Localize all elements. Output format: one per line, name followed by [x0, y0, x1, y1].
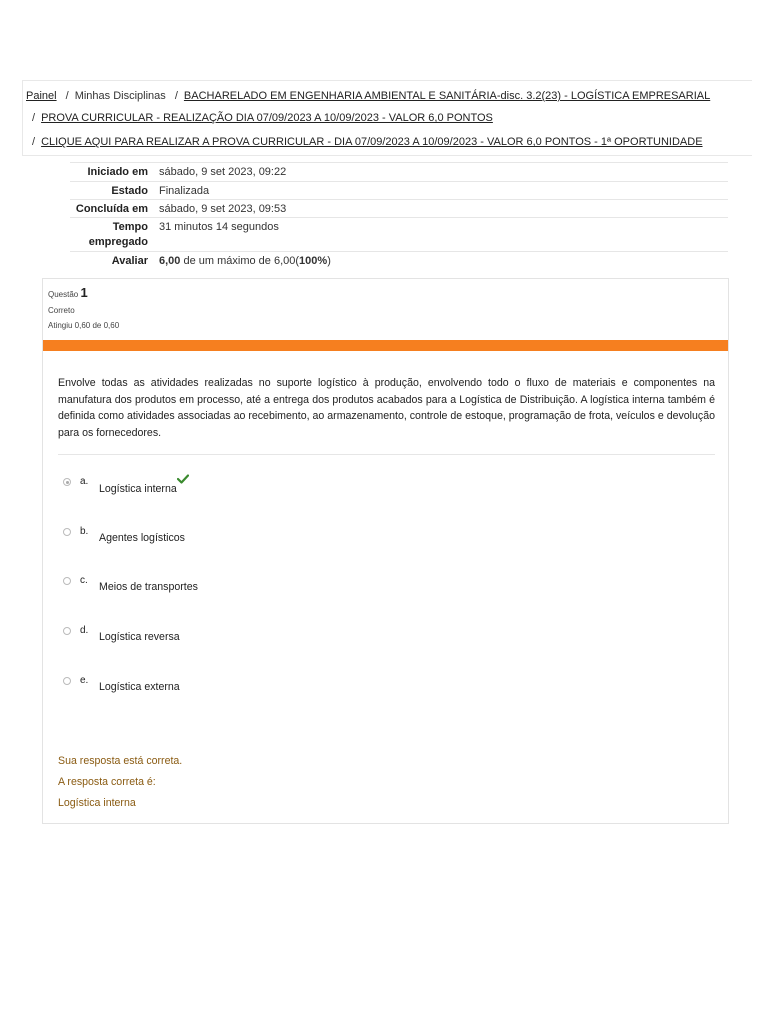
- option-text: Meios de transportes: [99, 581, 198, 593]
- question-number: 1: [80, 285, 88, 300]
- option-letter: a.: [80, 476, 89, 487]
- question-card: [42, 278, 729, 824]
- option-text: Agentes logísticos: [99, 532, 185, 544]
- radio-button[interactable]: [63, 577, 71, 585]
- breadcrumb-course-link[interactable]: BACHARELADO EM ENGENHARIA AMBIENTAL E SANITÁRIA-disc. 3.2(23) - LOGÍSTICA EMPRESARIAL: [183, 90, 711, 102]
- summary-row-grade: [70, 252, 728, 272]
- summary-value: 31 minutos 14 segundos: [159, 221, 279, 233]
- summary-label: Tempo empregado: [88, 221, 148, 248]
- breadcrumb-separator: /: [32, 136, 36, 148]
- breadcrumb-section-link[interactable]: PROVA CURRICULAR - REALIZAÇÃO DIA 07/09/2023 A 10/09/2023 - VALOR 6,0 PONTOS: [41, 112, 493, 124]
- radio-button[interactable]: [63, 528, 71, 536]
- radio-button[interactable]: [63, 677, 71, 685]
- grade-score: 6,00: [159, 255, 181, 267]
- breadcrumb: [22, 80, 752, 156]
- question-status: Correto: [48, 306, 75, 315]
- option-text: Logística reversa: [99, 631, 180, 643]
- option-letter: e.: [80, 675, 89, 686]
- question-label: Questão: [48, 290, 79, 299]
- summary-row-state: [70, 182, 728, 200]
- option-letter: b.: [80, 526, 89, 537]
- summary-label: Estado: [111, 185, 148, 197]
- attempt-summary-table: [70, 162, 728, 272]
- radio-button[interactable]: [63, 478, 71, 486]
- grade-percent: 100%: [299, 255, 328, 267]
- option-label: Logística interna: [99, 483, 177, 495]
- grade-end: ): [327, 255, 331, 267]
- summary-row-started: [70, 162, 728, 182]
- question-mark: Atingiu 0,60 de 0,60: [48, 321, 120, 330]
- breadcrumb-separator: /: [65, 90, 69, 102]
- summary-value: Finalizada: [159, 185, 210, 197]
- option-text: Logística externa: [99, 681, 180, 693]
- option-letter: d.: [80, 625, 89, 636]
- question-text: Envolve todas as atividades realizadas no suporte logístico à produção, envolvendo todo o fluxo de materiais e componentes na manufatura dos produtos em processo, até a entrega dos produtos acabados para a Logística de Distribuição. A logística interna também é definida como atividades associadas ao recebimento, ao armazenamento, controle de estoque, programação de frota, veículos e devolução para os fornecedores.: [58, 377, 715, 439]
- feedback-answer-value: Logística interna: [58, 797, 136, 809]
- summary-label: Iniciado em: [87, 166, 148, 178]
- check-icon: [177, 474, 189, 484]
- breadcrumb-disciplines: Minhas Disciplinas: [74, 90, 166, 102]
- summary-value: sábado, 9 set 2023, 09:53: [159, 203, 287, 215]
- breadcrumb-separator: /: [32, 112, 36, 124]
- summary-row-time: [70, 218, 728, 252]
- summary-label: Concluída em: [75, 203, 148, 215]
- summary-label: Avaliar: [111, 255, 148, 267]
- breadcrumb-home-link[interactable]: Painel: [26, 90, 57, 102]
- breadcrumb-line-2: [32, 112, 493, 124]
- grade-middle: de um máximo de 6,00(: [180, 255, 300, 267]
- feedback-answer-label: A resposta correta é:: [58, 776, 156, 788]
- option-text: [99, 482, 189, 495]
- question-info: [48, 285, 119, 336]
- summary-value: sábado, 9 set 2023, 09:22: [159, 166, 287, 178]
- breadcrumb-separator: /: [174, 90, 178, 102]
- summary-row-completed: [70, 200, 728, 218]
- question-divider: [58, 454, 715, 455]
- question-header-bar: [43, 340, 728, 351]
- option-letter: c.: [80, 575, 88, 586]
- radio-button[interactable]: [63, 627, 71, 635]
- feedback-correct: Sua resposta está correta.: [58, 755, 183, 767]
- breadcrumb-line-1: [26, 90, 710, 102]
- summary-value: [159, 252, 728, 272]
- breadcrumb-line-3: [32, 136, 703, 148]
- breadcrumb-activity-link[interactable]: CLIQUE AQUI PARA REALIZAR A PROVA CURRICULAR - DIA 07/09/2023 A 10/09/2023 - VALOR 6,0 PONTOS - 1ª OPORTUNIDADE: [41, 136, 703, 148]
